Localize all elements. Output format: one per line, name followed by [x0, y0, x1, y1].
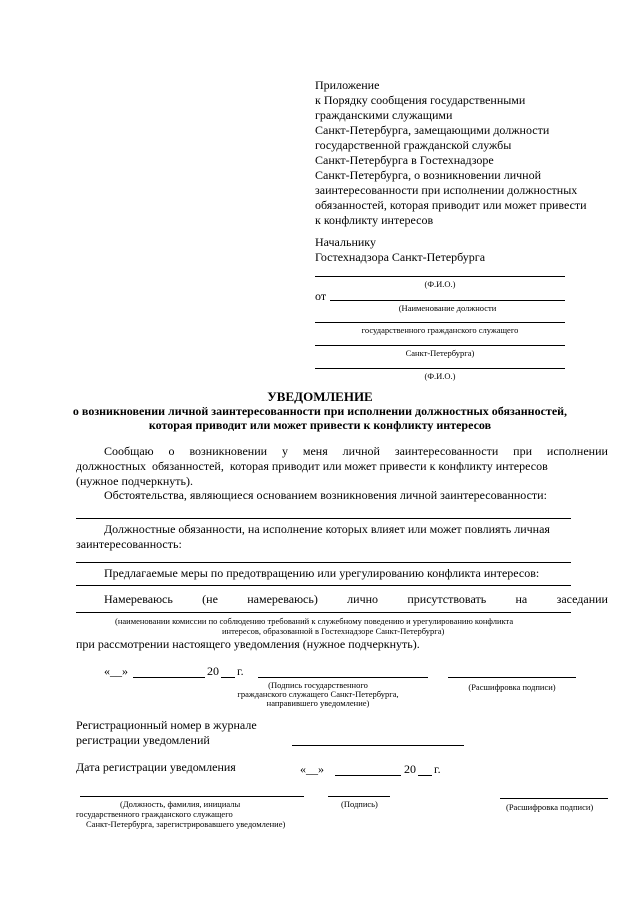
reg-date-year-prefix: 20 — [404, 762, 416, 776]
reg-date-label: Дата регистрации уведомления — [76, 760, 236, 774]
appendix-line: Санкт-Петербурга, замещающими должности — [315, 123, 550, 137]
date-year-suffix: г. — [237, 664, 244, 678]
sign-caption-1: (Подпись государственного — [268, 680, 368, 690]
fio-field-line[interactable] — [315, 276, 565, 277]
paragraph-5-line1: Намереваюсь (не намереваюсь) лично присутствовать на заседании — [104, 592, 608, 606]
appendix-line: Санкт-Петербурга в Гостехнадзоре — [315, 153, 494, 167]
date-day[interactable]: «__» — [104, 664, 128, 678]
measures-field-line[interactable] — [76, 585, 571, 586]
fio-field-line2[interactable] — [315, 368, 565, 369]
commission-field-line[interactable] — [76, 612, 571, 613]
city-field-line[interactable] — [315, 345, 565, 346]
fio-caption: (Ф.И.О.) — [424, 279, 456, 289]
commission-caption-2: интересов, образованной в Гостехнадзоре Санкт-Петербурга) — [222, 626, 445, 636]
footer-decode-field-line[interactable] — [500, 798, 608, 799]
city-caption: Санкт-Петербурга) — [405, 348, 475, 358]
sign-caption-3: направившего уведомление) — [266, 698, 370, 708]
date-year-prefix: 20 — [207, 664, 219, 678]
position-field-line[interactable] — [330, 300, 565, 301]
appendix-line: государственной гражданской службы — [315, 138, 512, 152]
footer-position-caption-1: (Должность, фамилия, инициалы — [120, 799, 241, 809]
paragraph-2: Обстоятельства, являющиеся основанием возникновения личной заинтересованности: — [104, 488, 547, 502]
document-subtitle-1: о возникновении личной заинтересованности при исполнении должностных обязанностей, — [72, 404, 568, 418]
sign-field-line[interactable] — [258, 677, 428, 678]
duties-field-line[interactable] — [76, 562, 571, 563]
document-subtitle-2: которая приводит или может привести к конфликту интересов — [148, 418, 492, 432]
sign-caption-2: гражданского служащего Санкт-Петербурга, — [237, 689, 399, 699]
circumstances-field-line[interactable] — [76, 518, 571, 519]
paragraph-3-line1: Должностные обязанности, на исполнение которых влияет или может повлиять личная — [104, 522, 550, 536]
footer-position-caption-3: Санкт-Петербурга, зарегистрировавшего уведомление) — [86, 819, 286, 829]
reg-number-label-2: регистрации уведомлений — [76, 733, 210, 747]
addressee-line2: Гостехнадзора Санкт-Петербурга — [315, 250, 486, 264]
footer-sign-caption: (Подпись) — [341, 799, 378, 809]
servant-field-line[interactable] — [315, 322, 565, 323]
appendix-line: заинтересованности при исполнении должностных — [315, 183, 578, 197]
addressee-line1: Начальнику — [315, 235, 376, 249]
reg-number-field-line[interactable] — [292, 745, 464, 746]
appendix-line: гражданскими служащими — [315, 108, 453, 122]
document-title: УВЕДОМЛЕНИЕ — [267, 389, 373, 404]
reg-number-label-1: Регистрационный номер в журнале — [76, 718, 257, 732]
footer-decode-caption: (Расшифровка подписи) — [506, 802, 594, 812]
appendix-line: Приложение — [315, 78, 380, 92]
appendix-line: к Порядку сообщения государственными — [315, 93, 526, 107]
paragraph-1-line3: (нужное подчеркнуть). — [76, 474, 193, 488]
commission-caption-1: (наименовании комиссии по соблюдению требований к служебному поведению и урегулированию конфликта — [115, 616, 514, 626]
date-year-line[interactable] — [221, 677, 235, 678]
appendix-line: Санкт-Петербурга, о возникновении личной — [315, 168, 542, 182]
from-label: от — [315, 289, 327, 303]
appendix-line: обязанностей, которая приводит или может привести — [315, 198, 587, 212]
servant-caption: государственного гражданского служащего — [361, 325, 519, 335]
reg-date-month-line[interactable] — [335, 775, 401, 776]
paragraph-1-line2: должностных обязанностей, которая приводит или может привести к конфликту интересов — [76, 459, 548, 473]
paragraph-6: при рассмотрении настоящего уведомления (нужное подчеркнуть). — [76, 637, 420, 651]
decode-caption: (Расшифровка подписи) — [468, 682, 556, 692]
paragraph-1-line1: Сообщаю о возникновении у меня личной заинтересованности при исполнении — [104, 444, 608, 458]
footer-sign-field-line[interactable] — [328, 796, 390, 797]
decode-field-line[interactable] — [448, 677, 576, 678]
reg-date-day[interactable]: «__» — [300, 762, 324, 776]
appendix-block — [315, 78, 587, 228]
reg-date-year-line[interactable] — [418, 775, 432, 776]
appendix-line: к конфликту интересов — [315, 213, 434, 227]
fio-caption2: (Ф.И.О.) — [424, 371, 456, 381]
paragraph-4: Предлагаемые меры по предотвращению или урегулированию конфликта интересов: — [104, 566, 540, 580]
reg-date-year-suffix: г. — [434, 762, 441, 776]
paragraph-3-line2: заинтересованность: — [76, 537, 182, 551]
date-month-line[interactable] — [133, 677, 205, 678]
position-caption: (Наименование должности — [398, 303, 497, 313]
footer-position-field-line[interactable] — [80, 796, 304, 797]
footer-position-caption-2: государственного гражданского служащего — [76, 809, 233, 819]
